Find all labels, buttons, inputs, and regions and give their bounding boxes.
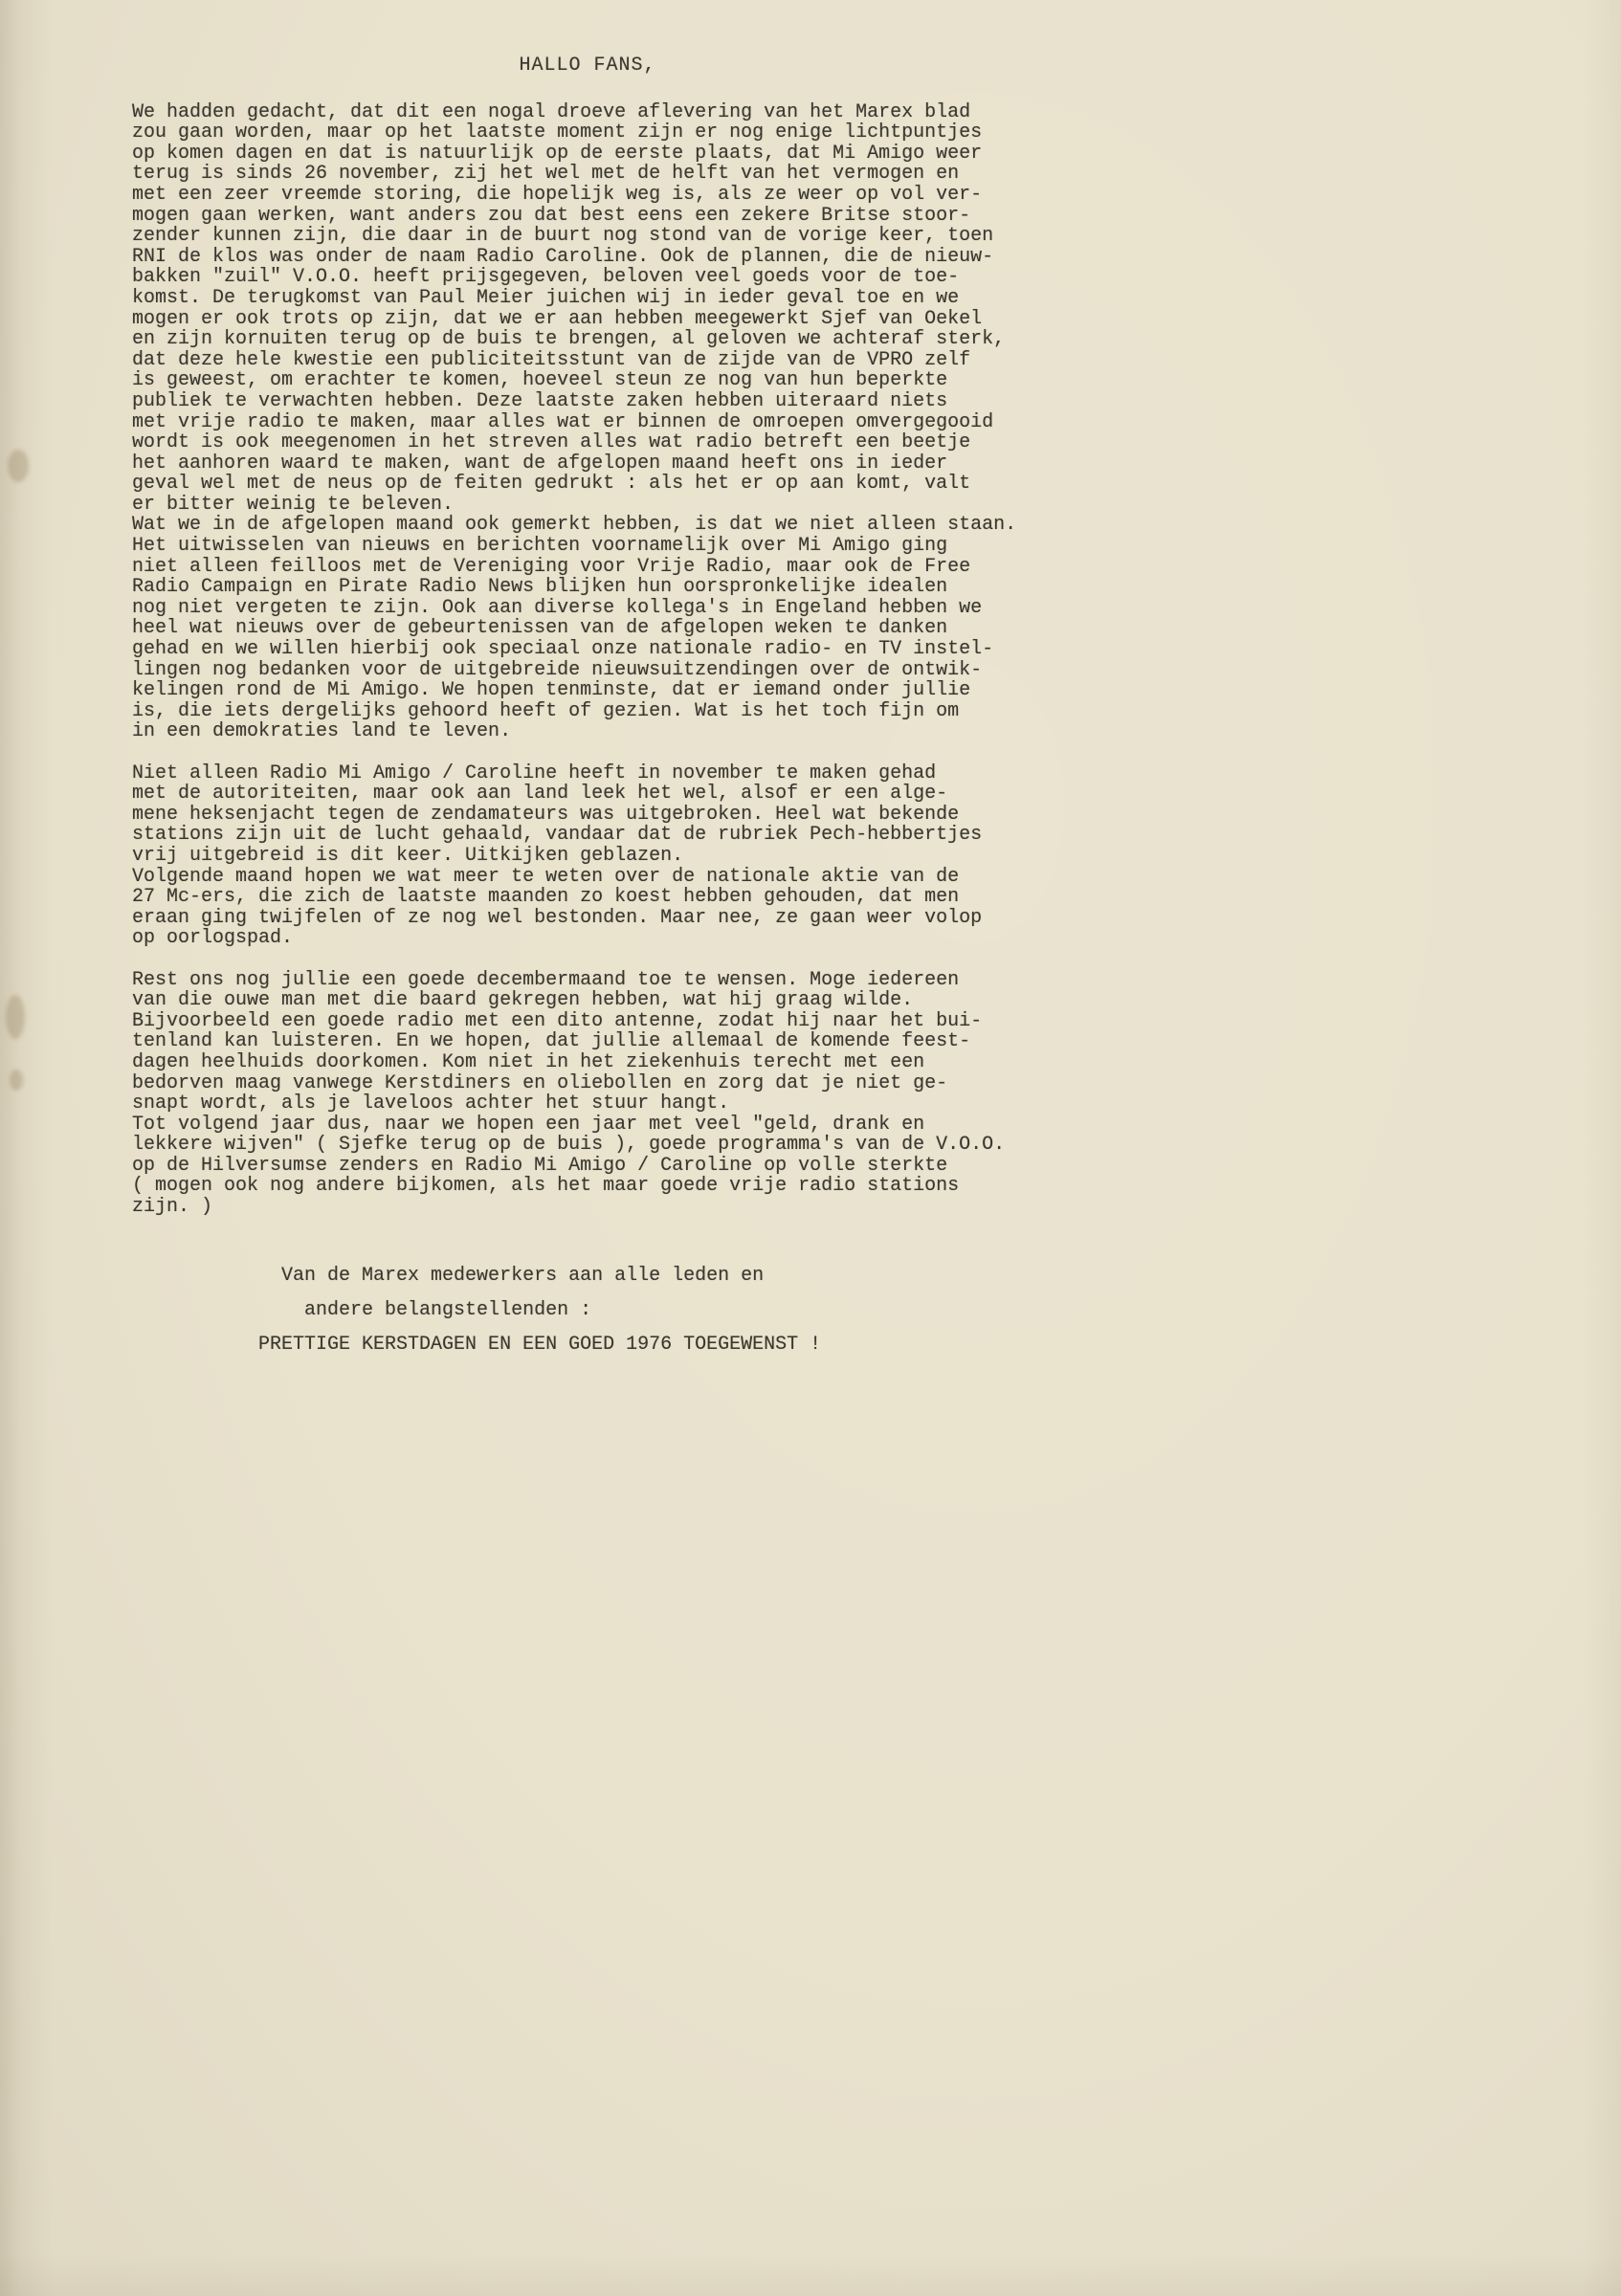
text-line: eraan ging twijfelen of ze nog wel bestonden. Maar nee, ze gaan weer volop: [132, 906, 983, 929]
text-line: publiek te verwachten hebben. Deze laatste zaken hebben uiteraard niets: [132, 389, 948, 412]
text-line: op de Hilversumse zenders en Radio Mi Amigo / Caroline op volle sterkte: [132, 1154, 948, 1177]
text-line: We hadden gedacht, dat dit een nogal droeve aflevering van het Marex blad: [132, 100, 971, 123]
closing-block: [132, 1259, 1043, 1362]
text-line: is geweest, om erachter te komen, hoeveel steun ze nog van hun beperkte: [132, 369, 948, 392]
text-line: zou gaan worden, maar op het laatste moment zijn er nog enige lichtpuntjes: [132, 121, 983, 144]
text-line: terug is sinds 26 november, zij het wel met de helft van het vermogen en: [132, 163, 960, 186]
text-line: zijn. ): [132, 1196, 213, 1219]
text-line: van die ouwe man met die baard gekregen hebben, wat hij graag wilde.: [132, 989, 914, 1012]
text-line: stations zijn uit de lucht gehaald, vandaar dat de rubriek Pech-hebbertjes: [132, 824, 983, 847]
text-line: Niet alleen Radio Mi Amigo / Caroline heeft in november te maken gehad: [132, 762, 937, 784]
paragraph-block: [132, 763, 1043, 949]
paper-wear-mark: [10, 1070, 23, 1091]
text-line: vrij uitgebreid is dit keer. Uitkijken geblazen.: [132, 844, 684, 867]
text-line: en zijn kornuiten terug op de buis te brengen, al geloven we achteraf sterk,: [132, 328, 1006, 351]
text-line: op komen dagen en dat is natuurlijk op de eerste plaats, dat Mi Amigo weer: [132, 142, 983, 165]
text-line: niet alleen feilloos met de Vereniging voor Vrije Radio, maar ook de Free: [132, 555, 971, 578]
text-line: bedorven maag vanwege Kerstdiners en oliebollen en zorg dat je niet ge-: [132, 1071, 948, 1094]
paper-wear-mark: [6, 995, 25, 1039]
text-line: Bijvoorbeeld een goede radio met een dito antenne, zodat hij naar het bui-: [132, 1009, 983, 1032]
text-line: mogen gaan werken, want anders zou dat best eens een zekere Britse stoor-: [132, 204, 971, 227]
text-line: met vrije radio te maken, maar alles wat er binnen de omroepen omvergegooid: [132, 410, 994, 433]
text-line: is, die iets dergelijks gehoord heeft of gezien. Wat is het toch fijn om: [132, 699, 960, 722]
text-line: PRETTIGE KERSTDAGEN EN EEN GOED 1976 TOEGEWENST !: [132, 1333, 822, 1356]
text-line: Radio Campaign en Pirate Radio News blijken hun oorspronkelijke idealen: [132, 576, 948, 599]
text-line: dat deze hele kwestie een publiciteitsstunt van de zijde van de VPRO zelf: [132, 348, 971, 371]
text-line: andere belangstellenden :: [132, 1298, 592, 1321]
document-title: HALLO FANS,: [519, 55, 656, 77]
document-content: [132, 55, 1043, 1362]
text-line: lekkere wijven" ( Sjefke terug op de buis ), goede programma's van de V.O.O.: [132, 1134, 1006, 1157]
text-line: Wat we in de afgelopen maand ook gemerkt hebben, is dat we niet alleen staan.: [132, 514, 1017, 537]
paragraph-block: [132, 970, 1043, 1218]
text-line: RNI de klos was onder de naam Radio Caroline. Ook de plannen, die de nieuw-: [132, 245, 994, 268]
text-line: Tot volgend jaar dus, naar we hopen een jaar met veel "geld, drank en: [132, 1113, 925, 1136]
text-line: komst. De terugkomst van Paul Meier juichen wij in ieder geval toe en we: [132, 286, 960, 309]
text-line: lingen nog bedanken voor de uitgebreide nieuwsuitzendingen over de ontwik-: [132, 658, 983, 681]
text-line: ( mogen ook nog andere bijkomen, als het maar goede vrije radio stations: [132, 1175, 960, 1198]
text-line: Rest ons nog jullie een goede decembermaand toe te wensen. Moge iedereen: [132, 968, 960, 991]
text-line: dagen heelhuids doorkomen. Kom niet in het ziekenhuis terecht met een: [132, 1050, 925, 1073]
text-line: er bitter weinig te beleven.: [132, 493, 455, 516]
text-line: snapt wordt, als je laveloos achter het stuur hangt.: [132, 1093, 730, 1115]
text-line: bakken "zuil" V.O.O. heeft prijsgegeven, beloven veel goeds voor de toe-: [132, 266, 960, 289]
text-line: gehad en we willen hierbij ook speciaal onze nationale radio- en TV instel-: [132, 638, 994, 661]
text-line: mogen er ook trots op zijn, dat we er aan hebben meegewerkt Sjef van Oekel: [132, 307, 983, 330]
paragraph-block: [132, 102, 1043, 516]
text-line: met de autoriteiten, maar ook aan land leek het wel, alsof er een alge-: [132, 783, 948, 806]
text-line: het aanhoren waard te maken, want de afgelopen maand heeft ons in ieder: [132, 452, 948, 475]
text-line: tenland kan luisteren. En we hopen, dat jullie allemaal de komende feest-: [132, 1030, 971, 1053]
text-line: Volgende maand hopen we wat meer te weten over de nationale aktie van de: [132, 865, 960, 888]
text-line: mene heksenjacht tegen de zendamateurs was uitgebroken. Heel wat bekende: [132, 803, 960, 826]
text-line: Van de Marex medewerkers aan alle leden en: [132, 1264, 765, 1287]
text-line: nog niet vergeten te zijn. Ook aan diverse kollega's in Engeland hebben we: [132, 596, 983, 619]
text-line: 27 Mc-ers, die zich de laatste maanden zo koest hebben gehouden, dat men: [132, 886, 960, 909]
text-line: geval wel met de neus op de feiten gedrukt : als het er op aan komt, valt: [132, 473, 971, 496]
text-line: zender kunnen zijn, die daar in de buurt nog stond van de vorige keer, toen: [132, 225, 994, 248]
paragraph-block: [132, 515, 1043, 742]
text-line: Het uitwisselen van nieuws en berichten voornamelijk over Mi Amigo ging: [132, 535, 948, 558]
paragraphs: [132, 102, 1043, 1362]
text-line: met een zeer vreemde storing, die hopelijk weg is, als ze weer op vol ver-: [132, 183, 983, 206]
text-line: op oorlogspad.: [132, 927, 294, 950]
text-line: in een demokraties land te leven.: [132, 720, 512, 743]
text-line: wordt is ook meegenomen in het streven alles wat radio betreft een beetje: [132, 431, 971, 454]
paper-wear-mark: [8, 450, 29, 482]
text-line: kelingen rond de Mi Amigo. We hopen tenminste, dat er iemand onder jullie: [132, 679, 971, 702]
text-line: heel wat nieuws over de gebeurtenissen van de afgelopen weken te danken: [132, 617, 948, 640]
